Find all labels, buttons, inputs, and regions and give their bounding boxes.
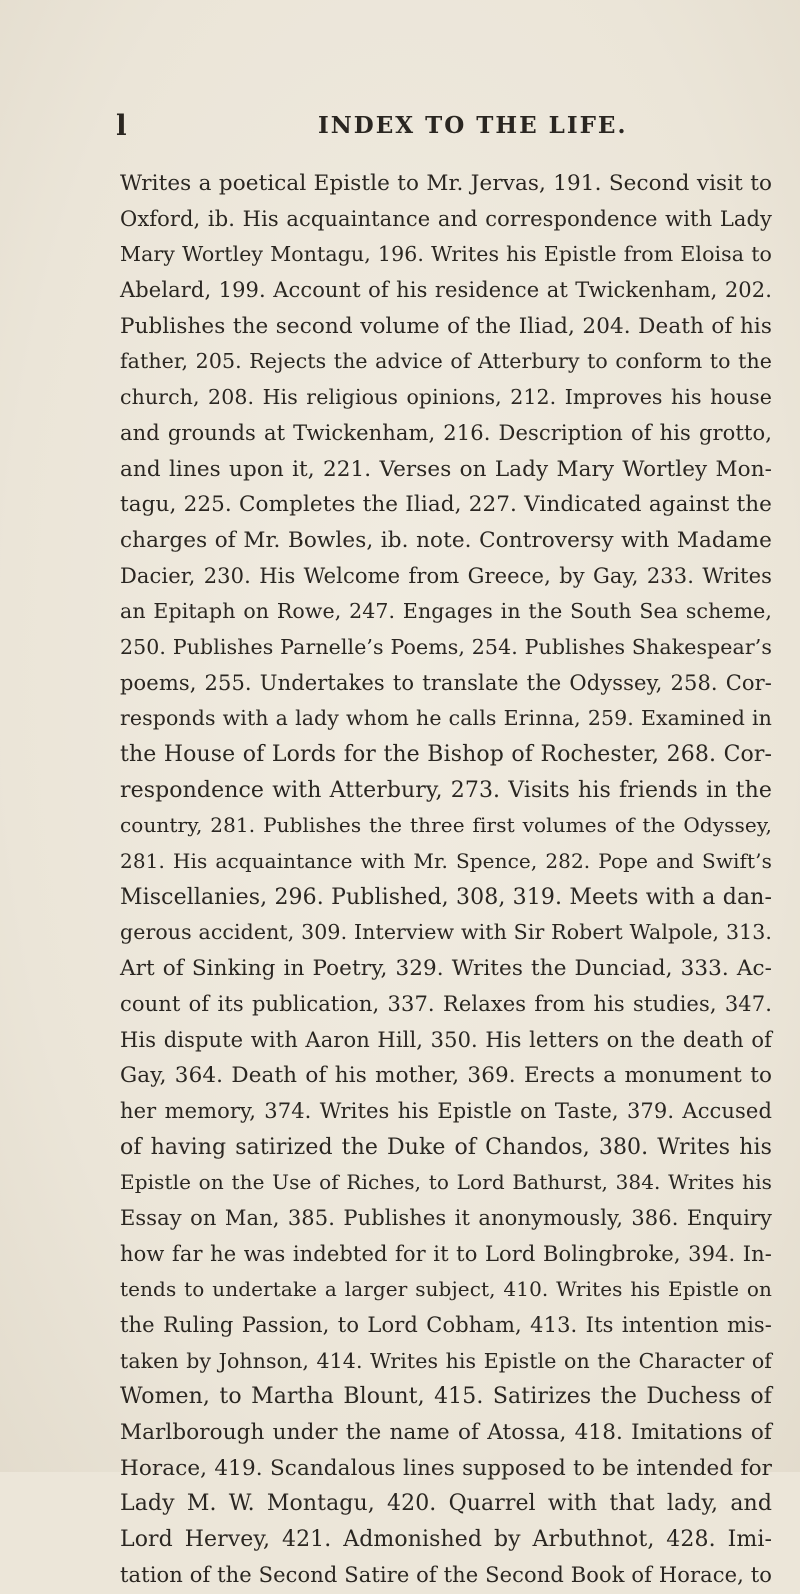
text-line: church, 208. His religious opinions, 212. Improves his house [120, 385, 772, 410]
text-line: Miscellanies, 296. Published, 308, 319. Meets with a dan- [120, 884, 772, 910]
index-paragraph [120, 166, 772, 1594]
text-line: 281. His acquaintance with Mr. Spence, 282. Pope and Swift’s [120, 849, 772, 874]
text-line: Dacier, 230. His Welcome from Greece, by Gay, 233. Writes [120, 563, 772, 588]
text-line: Art of Sinking in Poetry, 329. Writes the Dunciad, 333. Ac- [120, 956, 772, 982]
text-line: the Ruling Passion, to Lord Cobham, 413. Its intention mis- [120, 1313, 772, 1337]
text-line: Lord Hervey, 421. Admonished by Arbuthnot, 428. Imi- [120, 1527, 772, 1553]
text-line: Lady M. W. Montagu, 420. Quarrel with that lady, and [120, 1491, 772, 1517]
text-line: and grounds at Twickenham, 216. Description of his grotto, [120, 420, 772, 445]
text-line: her memory, 374. Writes his Epistle on Taste, 379. Accused [120, 1098, 772, 1123]
text-line: tagu, 225. Completes the Iliad, 227. Vindicated against the [120, 492, 772, 518]
text-line: Writes a poetical Epistle to Mr. Jervas, 191. Second visit to [120, 171, 772, 196]
text-line: tends to undertake a larger subject, 410. Writes his Epistle on [120, 1277, 772, 1302]
text-line: how far he was indebted for it to Lord Bolingbroke, 394. In- [120, 1241, 772, 1266]
text-line: respondence with Atterbury, 273. Visits his friends in the [120, 777, 772, 803]
text-line: taken by Johnson, 414. Writes his Epistle on the Character of [120, 1348, 772, 1373]
text-line: responds with a lady whom he calls Erinna, 259. Examined in [120, 706, 772, 731]
text-line: Gay, 364. Death of his mother, 369. Erects a monument to [120, 1063, 772, 1089]
text-line: father, 205. Rejects the advice of Atterbury to conform to the [120, 349, 772, 374]
text-line: Mary Wortley Montagu, 196. Writes his Epistle from Eloisa to [120, 242, 772, 267]
text-line: His dispute with Aaron Hill, 350. His letters on the death of [120, 1027, 772, 1052]
page-header [116, 106, 760, 146]
text-line: the House of Lords for the Bishop of Rochester, 268. Cor- [120, 742, 772, 767]
text-line: of having satirized the Duke of Chandos, 380. Writes his [120, 1134, 772, 1160]
text-line: gerous accident, 309. Interview with Sir Robert Walpole, 313. [120, 920, 772, 945]
text-line: Oxford, ib. His acquaintance and correspondence with Lady [120, 206, 772, 231]
text-line: Women, to Martha Blount, 415. Satirizes the Duchess of [120, 1384, 772, 1410]
text-line: charges of Mr. Bowles, ib. note. Controversy with Madame [120, 527, 772, 553]
running-head: INDEX TO THE LIFE. [318, 112, 628, 139]
text-line: count of its publication, 337. Relaxes from his studies, 347. [120, 991, 772, 1016]
text-line: Marlborough under the name of Atossa, 418. Imitations of [120, 1420, 772, 1446]
text-line: Essay on Man, 385. Publishes it anonymously, 386. Enquiry [120, 1205, 772, 1230]
text-line: tation of the Second Satire of the Second Book of Horace, to [120, 1562, 772, 1587]
text-line: 250. Publishes Parnelle’s Poems, 254. Publishes Shakespear’s [120, 634, 772, 659]
text-line: poems, 255. Undertakes to translate the Odyssey, 258. Cor- [120, 670, 772, 695]
text-line: an Epitaph on Rowe, 247. Engages in the South Sea scheme, [120, 599, 772, 624]
text-line: and lines upon it, 221. Verses on Lady Mary Wortley Mon- [120, 456, 772, 482]
text-line: Abelard, 199. Account of his residence at Twickenham, 202. [120, 278, 772, 303]
text-line: Publishes the second volume of the Iliad, 204. Death of his [120, 313, 772, 339]
text-line: Epistle on the Use of Riches, to Lord Bathurst, 384. Writes his [120, 1170, 772, 1195]
text-line: Horace, 419. Scandalous lines supposed to be intended for [120, 1455, 772, 1481]
page-number: l [116, 109, 127, 142]
text-line: country, 281. Publishes the three first volumes of the Odyssey, [120, 813, 772, 838]
